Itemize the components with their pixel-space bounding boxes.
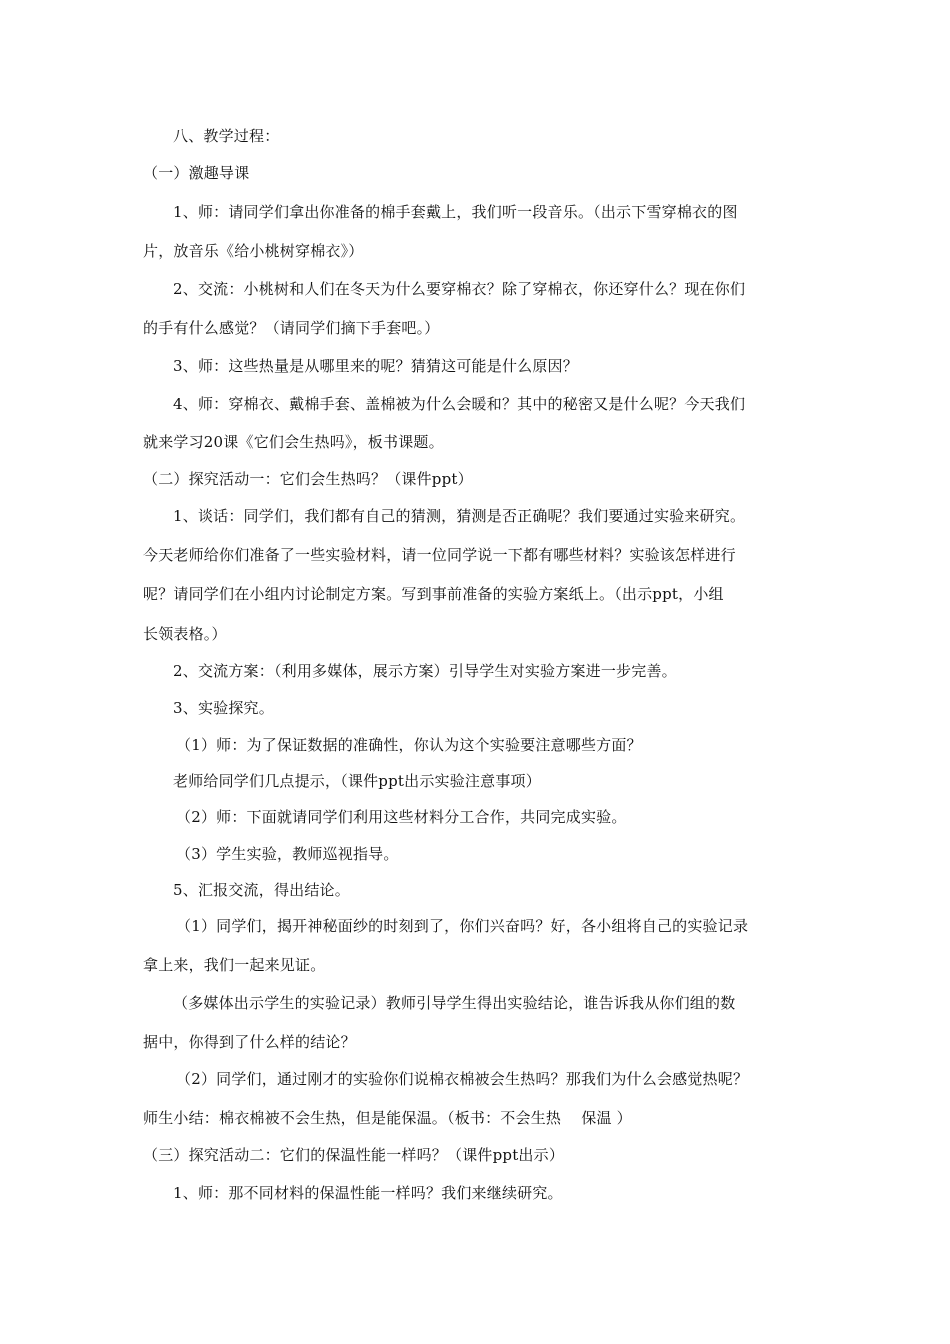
- paragraph-line: （多媒体出示学生的实验记录）教师引导学生得出实验结论，谁告诉我从你们组的数: [173, 994, 736, 1012]
- paragraph-line: （1）同学们，揭开神秘面纱的时刻到了，你们兴奋吗？好，各小组将自己的实验记录: [176, 917, 749, 935]
- paragraph-line: 2、交流方案：（利用多媒体，展示方案）引导学生对实验方案进一步完善。: [173, 662, 677, 680]
- paragraph-line: 5、汇报交流，得出结论。: [173, 881, 350, 899]
- paragraph-line: 1、谈话：同学们，我们都有自己的猜测，猜测是否正确呢？我们要通过实验来研究。: [173, 507, 746, 525]
- paragraph-line: 的手有什么感觉？（请同学们摘下手套吧。）: [143, 319, 440, 337]
- paragraph-line: （2）师：下面就请同学们利用这些材料分工合作，共同完成实验。: [176, 808, 627, 826]
- paragraph-line: 呢？请同学们在小组内讨论制定方案。写到事前准备的实验方案纸上。（出示ppt，小组: [143, 585, 724, 603]
- paragraph-line: （1）师：为了保证数据的准确性，你认为这个实验要注意哪些方面？: [176, 736, 642, 754]
- paragraph-line: 师生小结：棉衣棉被不会生热，但是能保温。（板书：不会生热 保温 ）: [143, 1109, 632, 1127]
- subsection-heading-1: （一）激趣导课: [143, 164, 250, 182]
- section-heading-teaching-process: 八、教学过程：: [173, 127, 280, 145]
- paragraph-line: 1、师：请同学们拿出你准备的棉手套戴上，我们听一段音乐。（出示下雪穿棉衣的图: [173, 203, 738, 221]
- paragraph-line: 今天老师给你们准备了一些实验材料，请一位同学说一下都有哪些材料？实验该怎样进行: [143, 546, 736, 564]
- paragraph-line: 就来学习20课《它们会生热吗》，板书课题。: [143, 433, 444, 451]
- subsection-heading-2: （二）探究活动一：它们会生热吗？（课件ppt）: [143, 470, 473, 488]
- paragraph-line: 片，放音乐《给小桃树穿棉衣》）: [143, 242, 364, 260]
- paragraph-line: 3、师：这些热量是从哪里来的呢？猜猜这可能是什么原因？: [173, 357, 578, 375]
- paragraph-line: 长领表格。）: [143, 625, 227, 643]
- paragraph-line: 拿上来，我们一起来见证。: [143, 956, 326, 974]
- subsection-heading-3: （三）探究活动二：它们的保温性能一样吗？（课件ppt出示）: [143, 1146, 565, 1164]
- paragraph-line: 老师给同学们几点提示，（课件ppt出示实验注意事项）: [173, 772, 541, 790]
- paragraph-line: 1、师：那不同材料的保温性能一样吗？我们来继续研究。: [173, 1184, 563, 1202]
- paragraph-line: 2、交流：小桃树和人们在冬天为什么要穿棉衣？除了穿棉衣，你还穿什么？现在你们: [173, 280, 746, 298]
- paragraph-line: （2）同学们，通过刚才的实验你们说棉衣棉被会生热吗？那我们为什么会感觉热呢？: [176, 1070, 749, 1088]
- paragraph-line: 3、实验探究。: [173, 699, 274, 717]
- paragraph-line: 4、师：穿棉衣、戴棉手套、盖棉被为什么会暖和？其中的秘密又是什么呢？今天我们: [173, 395, 746, 413]
- paragraph-line: 据中，你得到了什么样的结论？: [143, 1033, 356, 1051]
- paragraph-line: （3）学生实验，教师巡视指导。: [176, 845, 399, 863]
